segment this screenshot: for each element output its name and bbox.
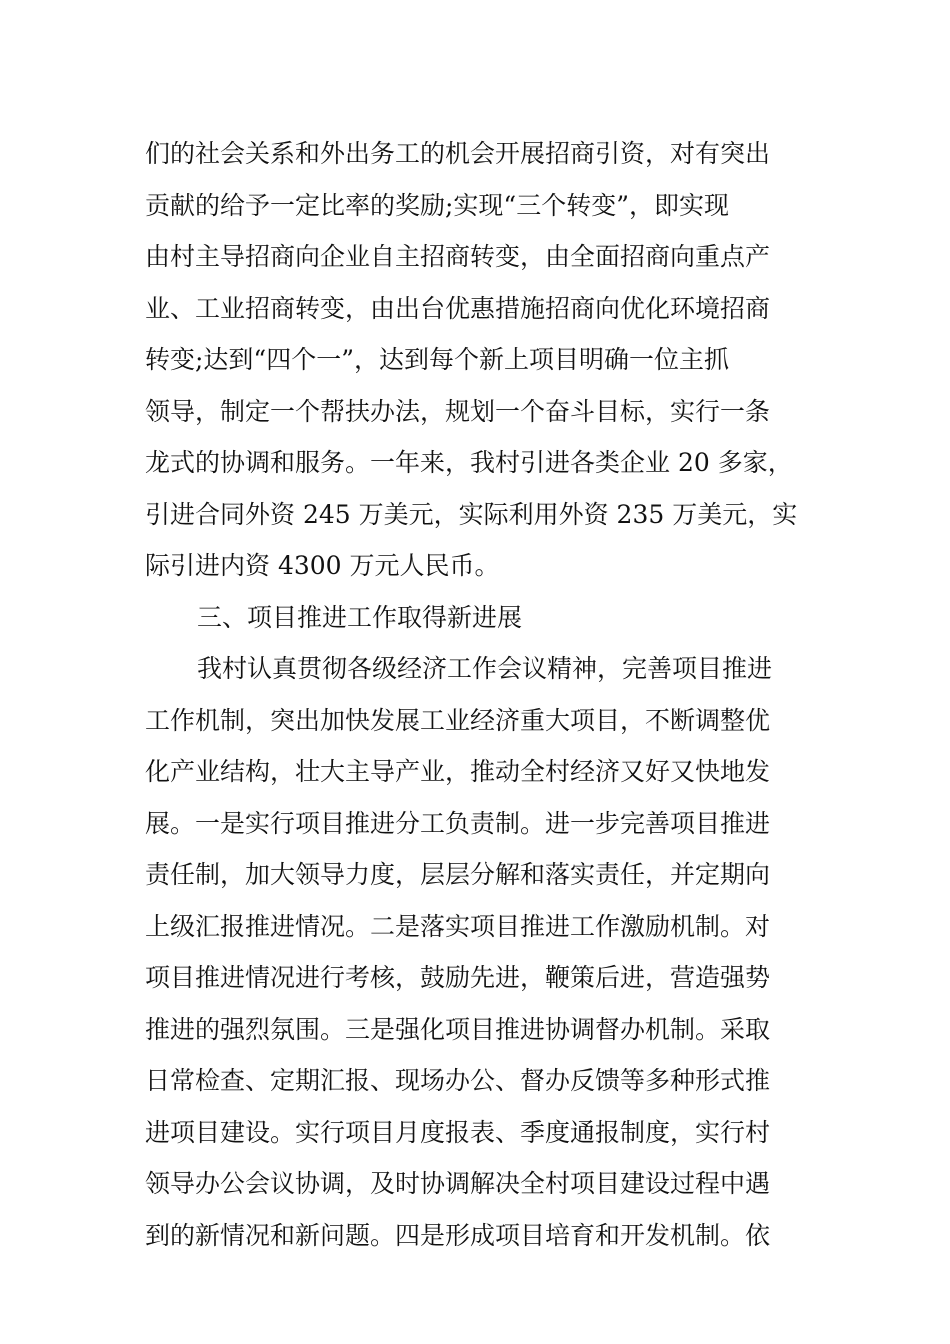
- text-line: 化产业结构，壮大主导产业，推动全村经济又好又快地发: [145, 757, 771, 786]
- text-line: 们的社会关系和外出务工的机会开展招商引资，对有突出: [145, 139, 771, 168]
- text-line: 由村主导招商向企业自主招商转变，由全面招商向重点产: [145, 242, 771, 271]
- text-line: 展。一是实行项目推进分工负责制。进一步完善项目推进: [145, 808, 771, 838]
- text-line: 业、工业招商转变，由出台优惠措施招商向优化环境招商: [145, 293, 771, 323]
- text-line: 日常检查、定期汇报、现场办公、督办反馈等多种形式推: [145, 1066, 771, 1095]
- section-heading: 三、项目推进工作取得新进展: [197, 602, 523, 632]
- text-line: 责任制，加大领导力度，层层分解和落实责任，并定期向: [145, 860, 771, 889]
- text-line: 贡献的给予一定比率的奖励;实现“三个转变”，即实现: [145, 190, 729, 220]
- text-line: 际引进内资 4300 万元人民币。: [145, 551, 500, 580]
- text-line: 转变;达到“四个一”，达到每个新上项目明确一位主抓: [145, 345, 729, 374]
- text-line: 引进合同外资 245 万美元，实际利用外资 235 万美元，实: [145, 499, 798, 529]
- text-line: 领导，制定一个帮扶办法，规划一个奋斗目标，实行一条: [145, 396, 771, 426]
- text-line: 龙式的协调和服务。一年来，我村引进各类企业 20 多家，: [145, 448, 793, 477]
- text-line: 上级汇报推进情况。二是落实项目推进工作激励机制。对: [145, 911, 771, 941]
- text-line: 领导办公会议协调，及时协调解决全村项目建设过程中遇: [145, 1169, 771, 1198]
- text-line: 工作机制，突出加快发展工业经济重大项目，不断调整优: [145, 705, 771, 735]
- text-line: 到的新情况和新问题。四是形成项目培育和开发机制。依: [145, 1220, 771, 1250]
- text-line: 推进的强烈氛围。三是强化项目推进协调督办机制。采取: [145, 1014, 771, 1044]
- text-line: 项目推进情况进行考核，鼓励先进，鞭策后进，营造强势: [145, 963, 771, 992]
- text-line: 进项目建设。实行项目月度报表、季度通报制度，实行村: [145, 1117, 771, 1147]
- paragraph-first-line: 我村认真贯彻各级经济工作会议精神，完善项目推进: [197, 654, 773, 683]
- document-body: [145, 128, 805, 1261]
